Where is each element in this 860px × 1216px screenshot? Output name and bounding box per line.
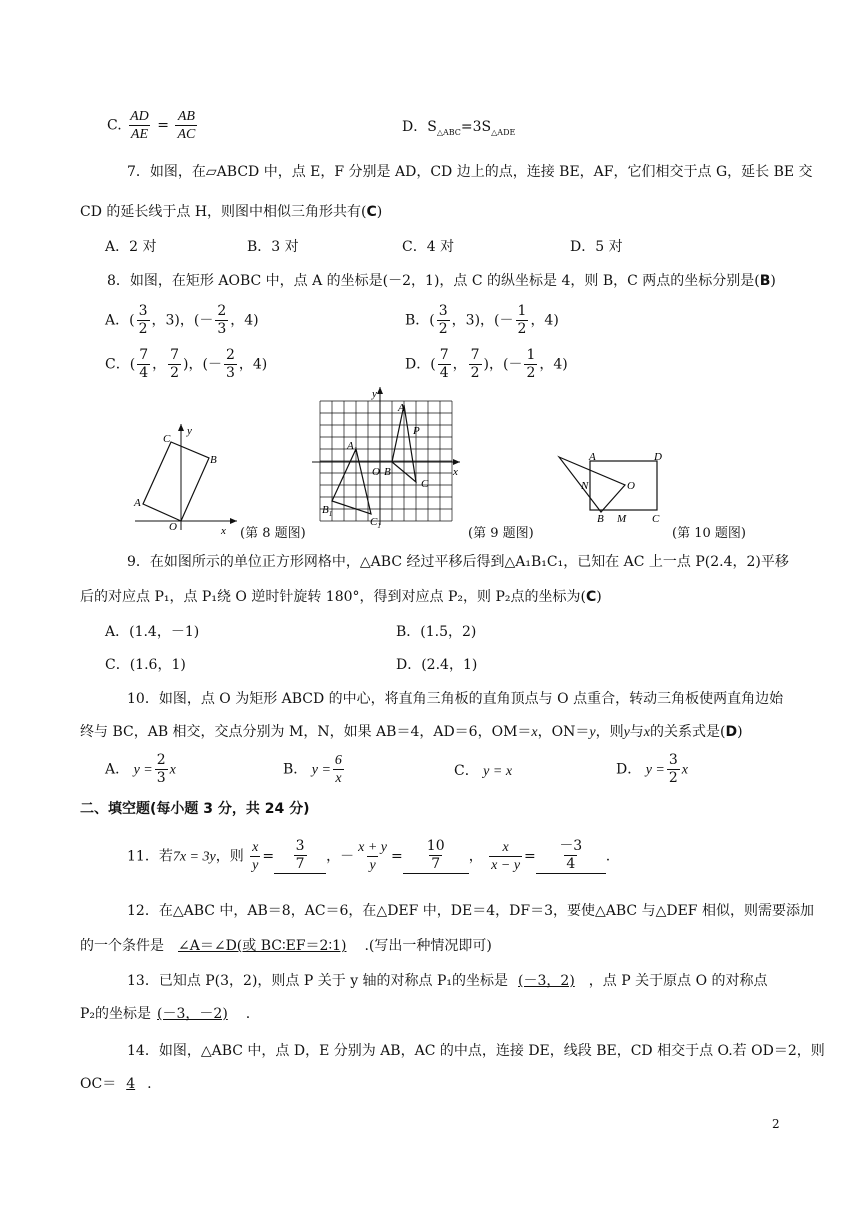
fig8-label-b: B bbox=[210, 454, 217, 466]
q9-answer: C bbox=[585, 589, 597, 605]
fig9-label-o: O bbox=[372, 466, 380, 478]
q7-answer: C bbox=[366, 204, 377, 220]
fig10-label-b: B bbox=[597, 513, 604, 525]
q9-option-c: C．(1.6，1) bbox=[105, 657, 186, 673]
fig10-label-c: C bbox=[652, 513, 660, 525]
fig9-label-a: A bbox=[398, 402, 405, 414]
fraction: $\frac{AB}{AC}$ bbox=[177, 109, 196, 142]
q7-option-d: D．5 对 bbox=[570, 239, 623, 255]
fig9-label-a1: $A_1$ bbox=[347, 440, 358, 454]
q7-option-c: C．4 对 bbox=[402, 239, 455, 255]
fig8-label-a: A bbox=[134, 497, 141, 509]
figure-10 bbox=[553, 450, 673, 530]
q6-option-d: D．$S_{\triangle ABC}=3S_{\triangle ADE}$ bbox=[402, 119, 516, 137]
fig8-label-y: y bbox=[187, 425, 192, 437]
q10-stem-line1: 10．如图，点 O 为矩形 ABCD 的中心，将直角三角板的直角顶点与 O 点重合，转动三角板使两直角边始 bbox=[127, 691, 784, 707]
fig9-caption: (第 9 题图) bbox=[468, 526, 534, 541]
fig10-label-a: A bbox=[589, 451, 596, 463]
q11-stem: 11．若7x = 3y，则 $\frac{x}{y}$ = $\frac{3}{7}$ ，－ $\frac{x + y}{y}$ = $\frac{10}{7}$ ， $\frac{x}{x - y}$ = $\frac{-3}{4}$ . bbox=[127, 838, 611, 873]
fig9-label-c: C bbox=[421, 478, 429, 490]
fig10-caption: (第 10 题图) bbox=[672, 526, 746, 541]
fig10-label-d: D bbox=[654, 451, 662, 463]
q9-option-b: B．(1.5，2) bbox=[396, 624, 477, 640]
q9-stem-line2: 后的对应点 P₁，点 P₁绕 O 逆时针旋转 180°，得到对应点 P₂，则 P₂点的坐标为(C) bbox=[80, 589, 602, 605]
q7-option-a: A．2 对 bbox=[105, 239, 157, 255]
q13-stem-line1: 13．已知点 P(3，2)，则点 P 关于 y 轴的对称点 P₁的坐标是 (－3，2) ，点 P 关于原点 O 的对称点 bbox=[127, 973, 768, 989]
fig10-label-o: O bbox=[627, 480, 635, 492]
q9-option-a: A．(1.4，－1) bbox=[105, 624, 200, 640]
q12-stem-line2: 的一个条件是 ∠A＝∠D(或 BC∶EF＝2∶1) .(写出一种情况即可) bbox=[80, 938, 492, 954]
q10-stem-line2: 终与 BC，AB 相交，交点分别为 M，N，如果 AB＝4，AD＝6，OM＝x，ON＝y，则y与x的关系式是(D) bbox=[80, 724, 743, 740]
q7-stem-line1: 7．如图，在▱ABCD 中，点 E，F 分别是 AD，CD 边上的点，连接 BE，AF，它们相交于点 G，延长 BE 交 bbox=[127, 164, 813, 180]
fig8-label-c: C bbox=[163, 433, 171, 445]
q7-option-b: B．3 对 bbox=[247, 239, 299, 255]
figure-9 bbox=[310, 385, 470, 530]
section-title: 二、填空题(每小题 3 分，共 24 分) bbox=[80, 801, 310, 817]
q12-stem-line1: 12．在△ABC 中，AB＝8，AC＝6，在△DEF 中，DE＝4，DF＝3，要使△ABC 与△DEF 相似，则需要添加 bbox=[127, 903, 814, 919]
q6-option-c bbox=[107, 108, 199, 143]
fig10-label-m: M bbox=[617, 513, 627, 525]
option-label: C. bbox=[107, 117, 122, 134]
fig10-label-n: N bbox=[581, 480, 589, 492]
q10-option-a: A． y = $\frac{2}{3}$ x bbox=[105, 752, 176, 786]
q7-stem-line2: CD 的延长线于点 H，则图中相似三角形共有(C) bbox=[80, 204, 383, 220]
q10-answer: D bbox=[725, 724, 738, 740]
fraction: $\frac{AD}{AE}$ bbox=[130, 109, 149, 142]
q8-option-d: D．( $\frac{7}{4}$ ， $\frac{7}{2}$ )，(－ $\frac{1}{2}$ ，4) bbox=[405, 347, 568, 381]
q10-option-d: D． y = $\frac{3}{2}$ x bbox=[616, 752, 688, 786]
q12-answer: ∠A＝∠D(或 BC∶EF＝2∶1) bbox=[178, 938, 347, 954]
fig9-label-y: y bbox=[372, 388, 377, 400]
fig9-label-p: P bbox=[413, 425, 420, 437]
q13-answer-2: (－3，－2) bbox=[157, 1006, 228, 1022]
q10-option-b: B． y = $\frac{6}{x}$ bbox=[283, 753, 342, 786]
figure-8 bbox=[125, 420, 240, 535]
q8-answer: B bbox=[759, 273, 771, 289]
equals-sign: = bbox=[157, 117, 169, 134]
q10-option-c: C． y = x bbox=[454, 763, 513, 779]
q8-option-a: A．( $\frac{3}{2}$ ，3)，(－ $\frac{2}{3}$ ，4) bbox=[105, 303, 259, 337]
fig9-label-c1: $C_1$ bbox=[370, 516, 381, 530]
fig8-label-o: O bbox=[169, 521, 177, 533]
page-number: 2 bbox=[772, 1117, 780, 1131]
q14-stem-line2: OC＝ 4 . bbox=[80, 1076, 152, 1092]
q14-stem-line1: 14．如图，△ABC 中，点 D，E 分别为 AB，AC 的中点，连接 DE，线段 BE，CD 相交于点 O.若 OD＝2，则 bbox=[127, 1043, 825, 1059]
q9-option-d: D．(2.4，1) bbox=[396, 657, 478, 673]
q9-stem-line1: 9．在如图所示的单位正方形网格中，△ABC 经过平移后得到△A₁B₁C₁，已知在 AC 上一点 P(2.4，2)平移 bbox=[127, 554, 789, 570]
fig9-label-b: B bbox=[384, 466, 391, 478]
q8-option-b: B．( $\frac{3}{2}$ ，3)，(－ $\frac{1}{2}$ ，4) bbox=[405, 303, 559, 337]
fig9-label-b1: $B_1$ bbox=[322, 504, 333, 518]
fig8-caption: (第 8 题图) bbox=[240, 526, 306, 541]
fig9-label-x: x bbox=[453, 466, 458, 478]
q8-stem: 8．如图，在矩形 AOBC 中，点 A 的坐标是(－2，1)，点 C 的纵坐标是 4，则 B，C 两点的坐标分别是(B) bbox=[107, 273, 776, 289]
q8-option-c: C．( $\frac{7}{4}$ ， $\frac{7}{2}$ )，(－ $\frac{2}{3}$ ，4) bbox=[105, 347, 268, 381]
q14-answer: 4 bbox=[126, 1076, 136, 1092]
fig8-label-x: x bbox=[221, 525, 226, 535]
q13-stem-line2: P₂的坐标是 (－3，－2) . bbox=[80, 1006, 251, 1022]
q13-answer-1: (－3，2) bbox=[518, 973, 575, 989]
